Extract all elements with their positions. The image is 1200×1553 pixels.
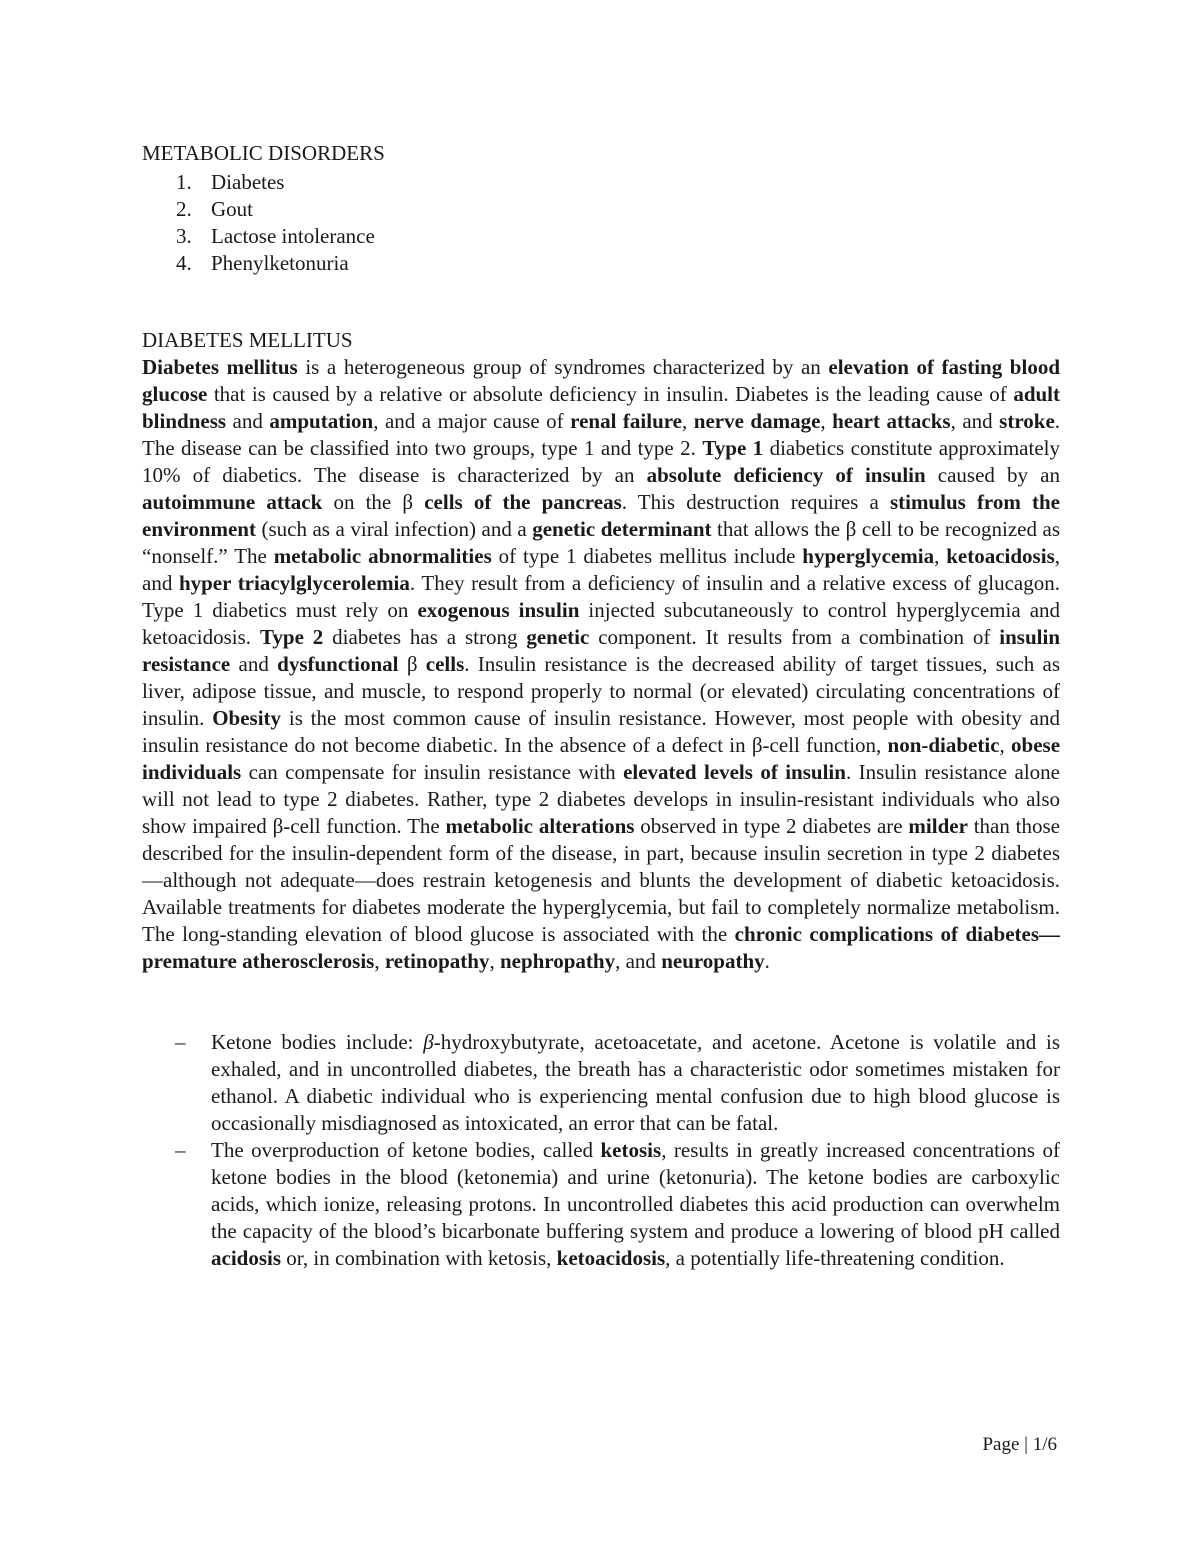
text-run: β [398, 652, 426, 676]
bold-term: Type 1 [702, 436, 764, 460]
text-run: is the most common cause of insulin resistance. However, most people with obesity and insulin resistance do not become diabetic. In the absence of a defect in β-cell function, [142, 706, 1060, 757]
bold-term: nerve damage [693, 409, 821, 433]
list-label: Lactose intolerance [211, 224, 375, 248]
dash-marker: – [175, 1030, 186, 1054]
bold-term: cells [425, 652, 465, 676]
dash-marker: – [175, 1138, 186, 1162]
text-run: observed in type 2 diabetes are [634, 814, 909, 838]
list-number: 4. [176, 251, 192, 275]
list-item [142, 250, 1060, 277]
section-title: DIABETES MELLITUS [142, 328, 353, 352]
body-paragraph [142, 354, 1060, 975]
bold-term: hyper triacylglycerolemia [178, 571, 410, 595]
text-run: . They result from a deficiency of insulin and a relative excess of glucagon. Type 1 diabetics must rely on [142, 571, 1061, 622]
document-heading: METABOLIC DISORDERS [142, 141, 385, 165]
bold-term: ketoacidosis [556, 1246, 666, 1270]
text-run: component. It results from a combination of [589, 625, 1000, 649]
text-run: that allows the β cell to be recognized as “nonself.” The [142, 517, 1060, 568]
bold-term: adult blindness [142, 382, 1060, 433]
list-item [142, 223, 1060, 250]
bold-term: exogenous insulin [417, 598, 580, 622]
bullet-list [142, 1029, 1060, 1272]
text-run: or, in combination with ketosis, [281, 1246, 557, 1270]
text-run: that is caused by a relative or absolute deficiency in insulin. Diabetes is the leading cause of [207, 382, 1014, 406]
bold-term: Type 2 [259, 625, 324, 649]
italic-term: β [423, 1030, 434, 1054]
bullet-item [142, 1029, 1060, 1137]
text-run: , and [950, 409, 1000, 433]
bold-term: ketosis [600, 1138, 662, 1162]
text-run: , a potentially life-threatening condition. [665, 1246, 1005, 1270]
bold-term: genetic determinant [532, 517, 712, 541]
bold-term: absolute deficiency of insulin [646, 463, 926, 487]
text-run: than those described for the insulin-dependent form of the disease, in part, because insulin secretion in type 2 diabetes—although not adequate—does restrain ketogenesis and blunts the development of diabetic ketoacidosis. Available treatments for diabetes moderate the hyperglycemia, but fail to completely normalize metabolism. The long-standing elevation of blood glucose is associated with the [142, 814, 1060, 946]
text-run: , [999, 733, 1012, 757]
bold-term: genetic [526, 625, 590, 649]
text-run: , [682, 409, 694, 433]
bold-term: elevated levels of insulin [623, 760, 846, 784]
bold-term: acidosis [211, 1246, 282, 1270]
text-run: , results in greatly increased concentrations of ketone bodies in the blood (ketonemia) and urine (ketonuria). The ketone bodies are carboxylic acids, which ionize, releasing protons. In uncontrolled diabetes this acid production can overwhelm the capacity of the blood’s bicarbonate buffering system and produce a lowering of blood pH called [211, 1138, 1060, 1243]
text-run: The overproduction of ketone bodies, called [211, 1138, 601, 1162]
bold-term: stimulus from the environment [142, 490, 1061, 541]
text-run: and [226, 409, 270, 433]
text-run: , [820, 409, 833, 433]
text-run: is a heterogeneous group of syndromes characterized by an [297, 355, 829, 379]
bold-term: obese individuals [142, 733, 1061, 784]
bold-term: metabolic alterations [445, 814, 635, 838]
bold-term: nephropathy [499, 949, 616, 973]
text-run: (such as a viral infection) and a [255, 517, 533, 541]
disorder-list [142, 169, 1060, 277]
text-run: and [230, 652, 278, 676]
text-run: . The disease can be classified into two groups, type 1 and type 2. [142, 409, 1061, 460]
bold-term: milder [908, 814, 968, 838]
text-run: . Insulin resistance is the decreased ability of target tissues, such as liver, adipose tissue, and muscle, to respond properly to normal (or elevated) circulating concentrations of insulin. [142, 652, 1060, 730]
bold-term: heart attacks [832, 409, 951, 433]
bold-term: neuropathy [661, 949, 765, 973]
bold-term: chronic complications of diabetes—premature atherosclerosis [142, 922, 1060, 973]
bold-term: elevation of fasting blood glucose [142, 355, 1061, 406]
list-number: 1. [176, 170, 192, 194]
text-run: . Insulin resistance alone will not lead to type 2 diabetes. Rather, type 2 diabetes develops in insulin-resistant individuals who also show impaired β-cell function. The [142, 760, 1060, 838]
bold-term: insulin resistance [142, 625, 1060, 676]
document-page [142, 140, 1060, 1272]
text-run: , and a major cause of [373, 409, 571, 433]
text-run: of type 1 diabetes mellitus include [491, 544, 803, 568]
bold-term: Diabetes mellitus [142, 355, 298, 379]
bold-term: retinopathy [384, 949, 490, 973]
bold-term: dysfunctional [277, 652, 399, 676]
bold-term: stroke [999, 409, 1055, 433]
bold-term: hyperglycemia [802, 544, 935, 568]
bold-term: amputation [269, 409, 374, 433]
text-run: , [374, 949, 385, 973]
list-item [142, 169, 1060, 196]
text-run: , and [615, 949, 662, 973]
text-run: -hydroxybutyrate, acetoacetate, and acetone. Acetone is volatile and is exhaled, and in uncontrolled diabetes, the breath has a characteristic odor sometimes mistaken for ethanol. A diabetic individual who is experiencing mental confusion due to high blood glucose is occasionally misdiagnosed as intoxicated, an error that can be fatal. [211, 1030, 1060, 1135]
text-run: can compensate for insulin resistance with [241, 760, 624, 784]
bold-term: metabolic abnormalities [273, 544, 492, 568]
text-run: , [934, 544, 947, 568]
text-run: on the β [322, 490, 425, 514]
list-number: 2. [176, 197, 192, 221]
list-item [142, 196, 1060, 223]
text-run: , and [142, 544, 1060, 595]
text-run: caused by an [925, 463, 1060, 487]
bullet-text [211, 1138, 1060, 1270]
text-run: . This destruction requires a [621, 490, 890, 514]
bold-term: cells of the pancreas [424, 490, 622, 514]
list-number: 3. [176, 224, 192, 248]
bold-term: ketoacidosis [946, 544, 1055, 568]
bold-term: Obesity [212, 706, 282, 730]
text-run: diabetes has a strong [323, 625, 527, 649]
page-number: Page | 1/6 [982, 1434, 1057, 1455]
text-run: . [764, 949, 770, 973]
text-run: , [489, 949, 500, 973]
bullet-item [142, 1137, 1060, 1272]
list-label: Gout [211, 197, 253, 221]
text-run: Ketone bodies include: [211, 1030, 424, 1054]
text-run: diabetics constitute approximately 10% of diabetics. The disease is characterized by an [142, 436, 1060, 487]
bold-term: autoimmune attack [142, 490, 323, 514]
bold-term: renal failure [570, 409, 683, 433]
text-run: injected subcutaneously to control hyperglycemia and ketoacidosis. [142, 598, 1061, 649]
list-label: Diabetes [211, 170, 285, 194]
list-label: Phenylketonuria [211, 251, 349, 275]
bold-term: non-diabetic [887, 733, 1000, 757]
bullet-text [211, 1030, 1060, 1135]
